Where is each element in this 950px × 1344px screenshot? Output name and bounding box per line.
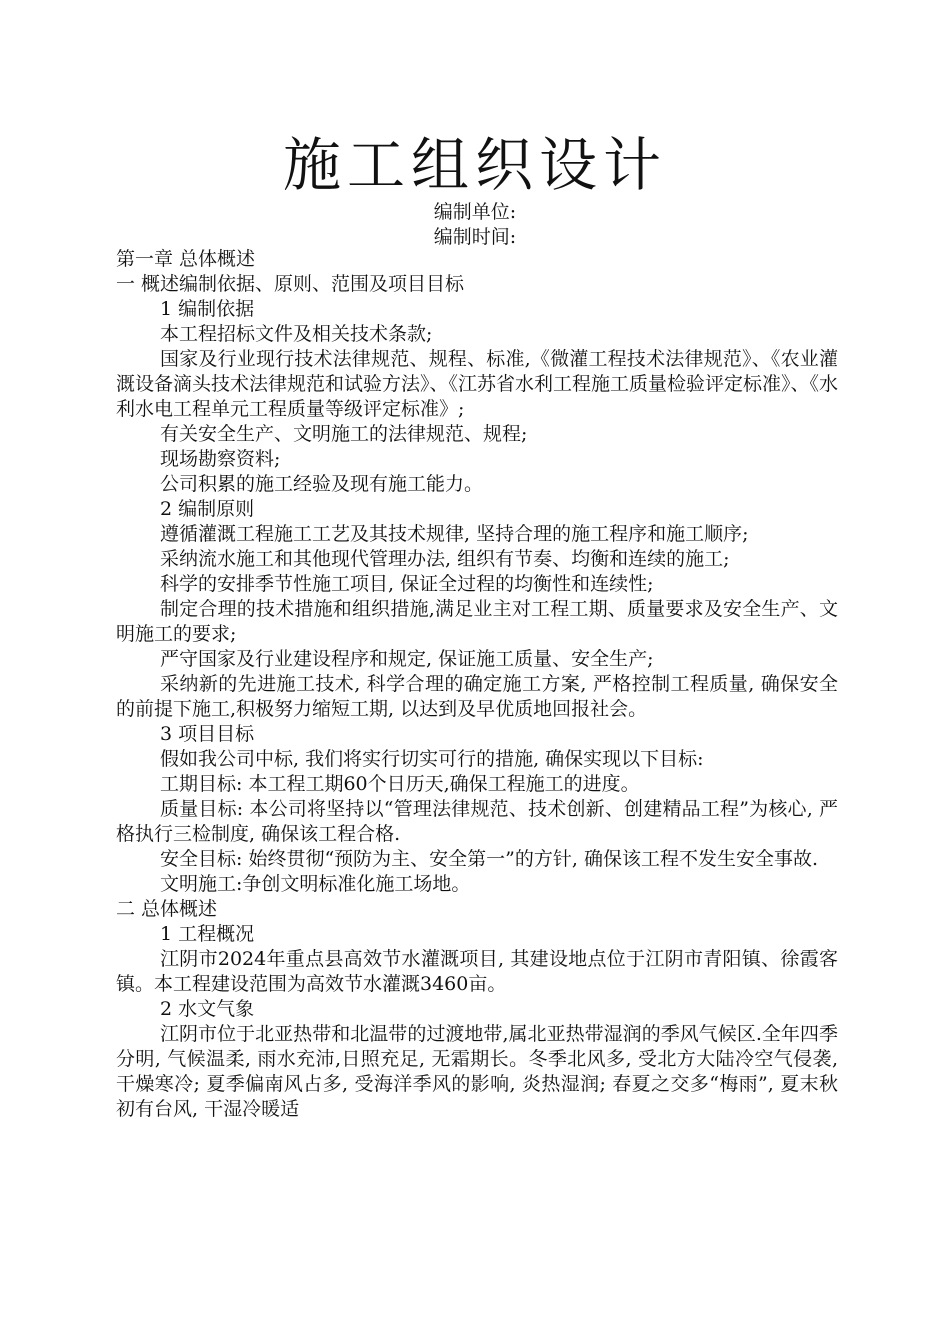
paragraph: 遵循灌溉工程施工工艺及其技术规律, 坚持合理的施工程序和施工顺序; xyxy=(160,523,749,545)
section-heading: 二 总体概述 xyxy=(116,898,218,920)
paragraph: 江阴市位于北亚热带和北温带的过渡地带,属北亚热带湿润的季风气候区.全年四季分明, 气候温柔, 雨水充沛,日照充足, 无霜期长。冬季北风多, 受北方大陆冷空气侵袭,干燥寒冷; 夏季偏南风占多, 受海洋季风的影响, 炎热湿润; 春夏之交多“梅雨”, 夏末秋初有台风, 干湿冷暖适 xyxy=(116,1023,838,1120)
compile-time-label: 编制时间: xyxy=(433,226,517,248)
paragraph: 江阴市2024年重点县高效节水灌溉项目, 其建设地点位于江阴市青阳镇、徐霞客镇。本工程建设范围为高效节水灌溉3460亩。 xyxy=(116,948,838,995)
document-title: 施工组织设计 xyxy=(282,131,667,199)
paragraph: 公司积累的施工经验及现有施工能力。 xyxy=(160,473,484,495)
paragraph: 现场勘察资料; xyxy=(160,448,281,470)
paragraph: 有关安全生产、文明施工的法律规范、规程; xyxy=(160,423,528,445)
subsection-heading: 3 项目目标 xyxy=(160,723,255,745)
paragraph: 安全目标: 始终贯彻“预防为主、安全第一”的方针, 确保该工程不发生安全事故. xyxy=(160,848,818,870)
paragraph: 本工程招标文件及相关技术条款; xyxy=(160,323,433,345)
subsection-heading: 2 水文气象 xyxy=(160,998,255,1020)
paragraph: 假如我公司中标, 我们将实行切实可行的措施, 确保实现以下目标: xyxy=(160,748,704,770)
chapter-heading: 第一章 总体概述 xyxy=(116,248,256,270)
subsection-heading: 1 编制依据 xyxy=(160,298,255,320)
paragraph: 采纳流水施工和其他现代管理办法, 组织有节奏、均衡和连续的施工; xyxy=(160,548,730,570)
paragraph: 工期目标: 本工程工期60个日历天,确保工程施工的进度。 xyxy=(160,773,640,795)
paragraph: 制定合理的技术措施和组织措施,满足业主对工程工期、质量要求及安全生产、文明施工的要求; xyxy=(116,598,838,645)
paragraph: 质量目标: 本公司将坚持以“管理法律规范、技术创新、创建精品工程”为核心, 严格执行三检制度, 确保该工程合格. xyxy=(116,798,838,845)
document-body xyxy=(116,247,838,1122)
paragraph: 科学的安排季节性施工项目, 保证全过程的均衡性和连续性; xyxy=(160,573,654,595)
subsection-heading: 2 编制原则 xyxy=(160,498,255,520)
compile-unit-label: 编制单位: xyxy=(433,201,517,223)
paragraph: 严守国家及行业建设程序和规定, 保证施工质量、安全生产; xyxy=(160,648,654,670)
paragraph: 国家及行业现行技术法律规范、规程、标准,《微灌工程技术法律规范》、《农业灌溉设备滴头技术法律规范和试验方法》、《江苏省水利工程施工质量检验评定标准》、《水利水电工程单元工程质量等级评定标准》; xyxy=(116,348,839,420)
subsection-heading: 1 工程概况 xyxy=(160,923,255,945)
paragraph: 采纳新的先进施工技术, 科学合理的确定施工方案, 严格控制工程质量, 确保安全的前提下施工,积极努力缩短工期, 以达到及早优质地回报社会。 xyxy=(116,673,838,720)
section-heading: 一 概述编制依据、原则、范围及项目目标 xyxy=(116,273,465,295)
paragraph: 文明施工:争创文明标准化施工场地。 xyxy=(160,873,471,895)
